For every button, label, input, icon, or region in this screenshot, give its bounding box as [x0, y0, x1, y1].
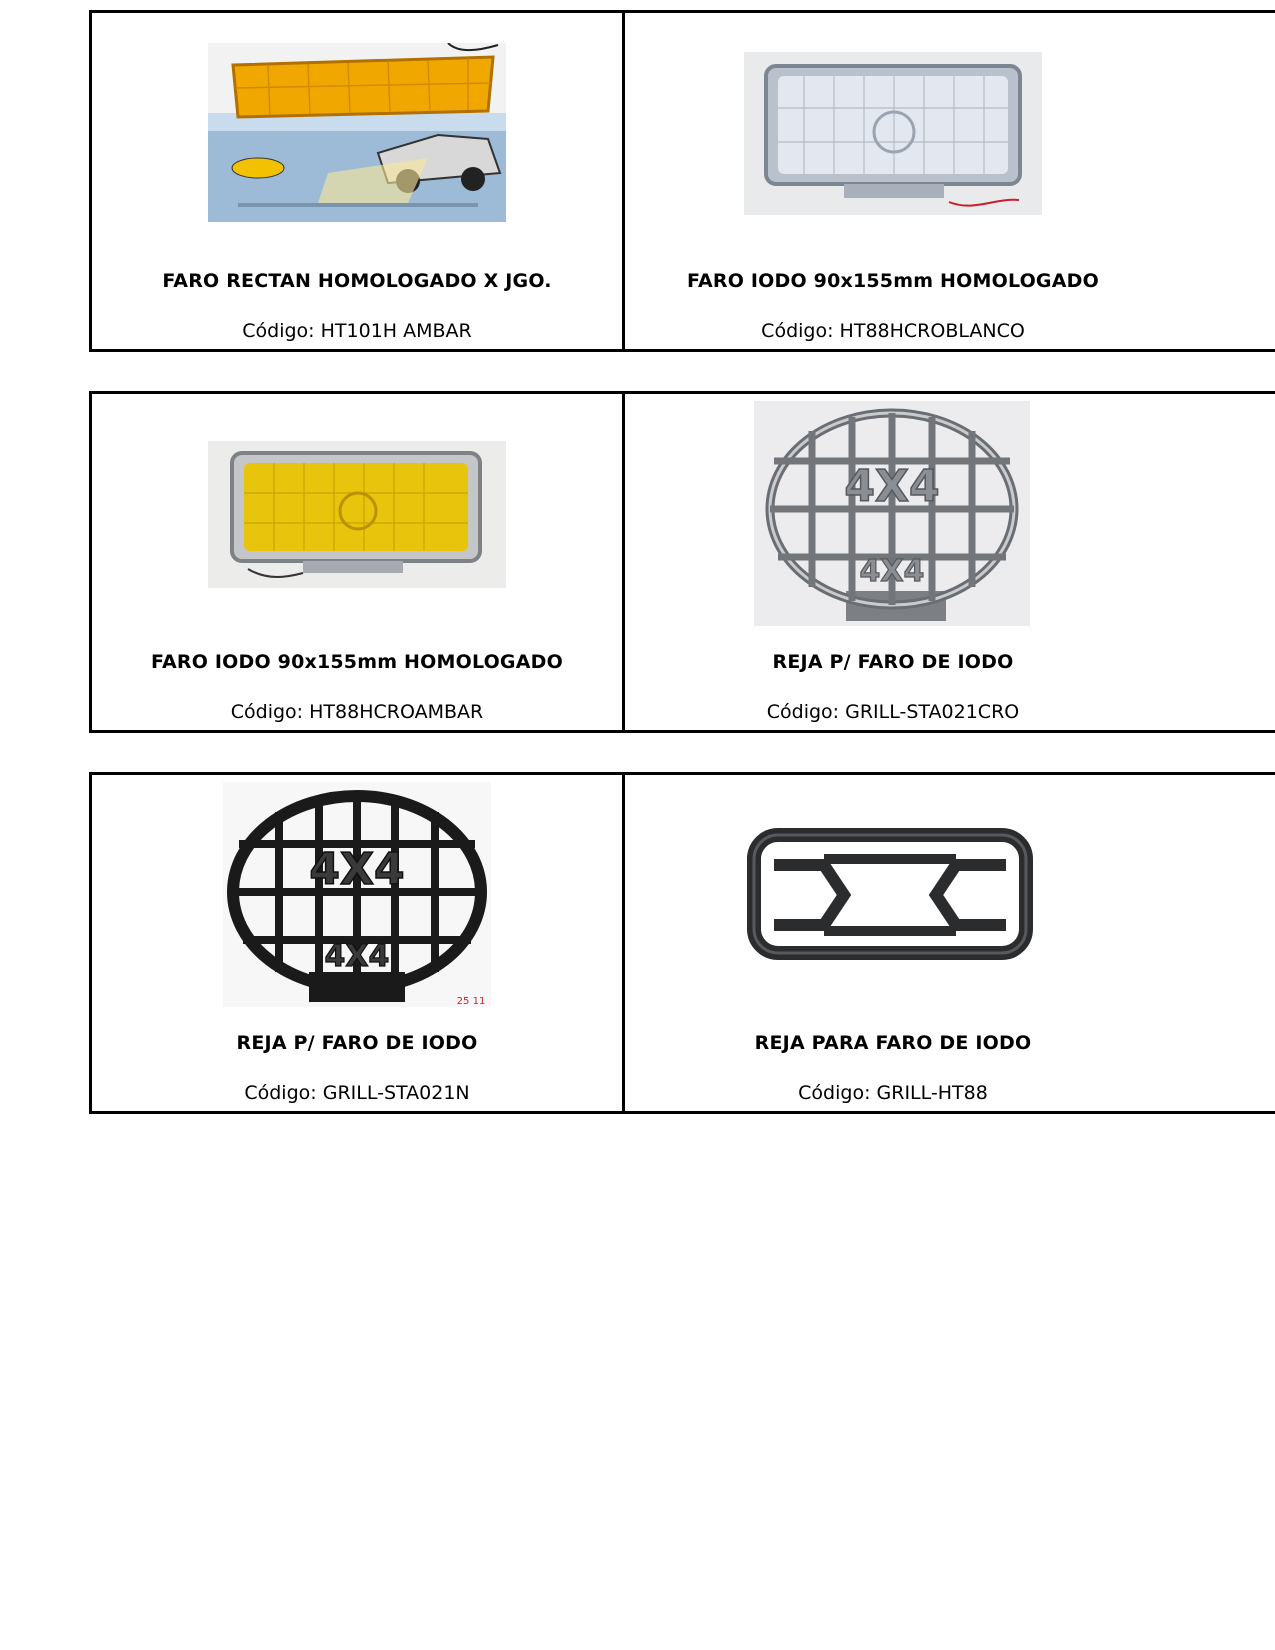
code-label: Código: [798, 1082, 871, 1104]
product-name: FARO IODO 90x155mm HOMOLOGADO [151, 651, 563, 673]
product-name: REJA P/ FARO DE IODO [236, 1032, 478, 1054]
svg-text:4X4: 4X4 [324, 939, 390, 974]
svg-text:4X4: 4X4 [309, 844, 405, 895]
product-photo [744, 825, 1036, 968]
code-value: HT101H AMBAR [320, 320, 472, 342]
code-label: Código: [230, 701, 304, 723]
product-photo [744, 52, 1042, 215]
product-code [625, 701, 1161, 723]
product-name: FARO IODO 90x155mm HOMOLOGADO [687, 270, 1099, 292]
code-label: Código: [242, 320, 315, 342]
product-card [622, 391, 1275, 733]
code-value: GRILL-HT88 [876, 1082, 988, 1104]
product-code [92, 1082, 622, 1104]
product-card [89, 391, 625, 733]
product-card [622, 10, 1275, 352]
product-code [625, 1082, 1161, 1104]
code-label: Código: [761, 320, 834, 342]
code-label: Código: [766, 701, 840, 723]
svg-text:4X4: 4X4 [844, 461, 940, 512]
product-name: REJA P/ FARO DE IODO [772, 651, 1014, 673]
product-photo [208, 43, 506, 222]
product-photo [223, 782, 491, 1007]
svg-text:4X4: 4X4 [859, 554, 925, 589]
svg-text:25 11: 25 11 [456, 996, 486, 1007]
product-code [92, 701, 622, 723]
code-label: Código: [244, 1082, 317, 1104]
product-card [89, 10, 625, 352]
code-value: GRILL-STA021N [322, 1082, 470, 1104]
product-photo [754, 401, 1030, 626]
product-code [92, 320, 622, 342]
code-value: GRILL-STA021CRO [845, 701, 1020, 723]
product-card [89, 772, 625, 1114]
product-name: FARO RECTAN HOMOLOGADO X JGO. [162, 270, 552, 292]
product-photo [208, 441, 506, 588]
product-name: REJA PARA FARO DE IODO [754, 1032, 1032, 1054]
code-value: HT88HCROAMBAR [309, 701, 484, 723]
product-card [622, 772, 1275, 1114]
code-value: HT88HCROBLANCO [839, 320, 1025, 342]
product-code [625, 320, 1161, 342]
